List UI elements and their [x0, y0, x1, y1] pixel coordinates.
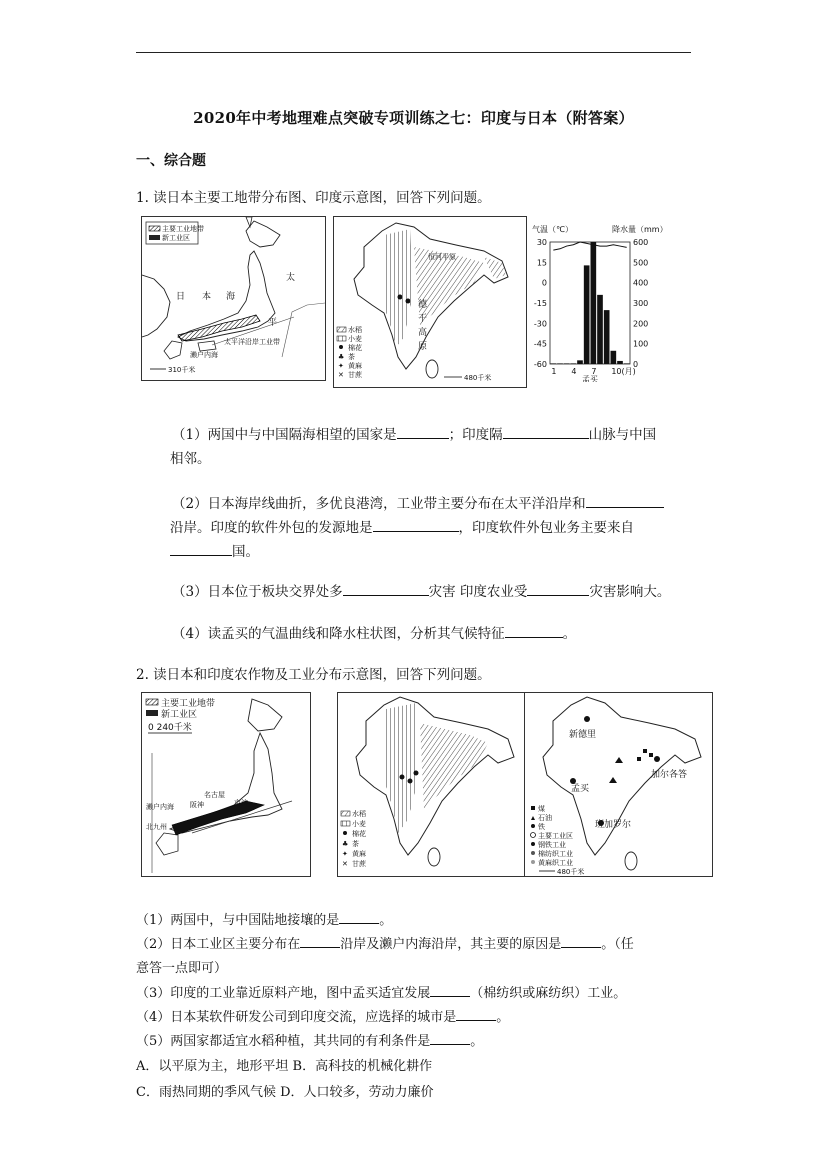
- kyushu-outline: [164, 341, 182, 359]
- svg-text:甘蔗: 甘蔗: [348, 371, 362, 379]
- svg-text:黄麻: 黄麻: [348, 362, 362, 370]
- precip-bar: [571, 363, 577, 364]
- svg-text:♣: ♣: [338, 353, 345, 361]
- page-title: 2020年中考地理难点突破专项训练之七：印度与日本（附答案）: [193, 109, 634, 127]
- precip-tick-label: 600: [633, 238, 649, 247]
- q2-industrial-belt: [172, 801, 264, 835]
- svg-text:钢铁工业: 钢铁工业: [538, 841, 566, 849]
- temp-tick-label: 15: [536, 258, 547, 268]
- temp-tick-label: -60: [533, 360, 547, 369]
- svg-text:✦: ✦: [342, 850, 348, 858]
- precip-bar: [604, 310, 610, 364]
- svg-text:名古屋: 名古屋: [204, 791, 225, 799]
- section-heading: 一、综合题: [136, 153, 206, 169]
- q1-sub4: （4）读孟买的气温曲线和降水柱状图，分析其气候特征 。: [172, 622, 576, 646]
- legend-belt-swatch: [149, 226, 160, 231]
- svg-text:主要工业区: 主要工业区: [538, 832, 573, 840]
- shikoku-outline: [198, 341, 216, 351]
- legend-new-swatch: [149, 235, 160, 240]
- city-new-delhi: 新德里: [569, 730, 597, 740]
- svg-text:棉花: 棉花: [348, 344, 362, 352]
- q2-industry-legend: [531, 804, 574, 867]
- srilanka-outline: [426, 360, 438, 378]
- precip-bar: [624, 363, 630, 364]
- precip-tick-label: 200: [633, 319, 649, 329]
- city-bangalore: 班加罗尔: [595, 820, 632, 830]
- label-hai: 海: [226, 292, 236, 302]
- crop-legend: [337, 325, 363, 379]
- svg-text:480千米: 480千米: [557, 868, 585, 876]
- precip-tick-label: 400: [633, 278, 649, 288]
- q2-india-industry-map: [524, 692, 713, 877]
- blank-q1-3b[interactable]: [527, 581, 589, 596]
- blank-q1-2c[interactable]: [170, 541, 232, 556]
- precip-bar: [591, 242, 597, 364]
- q2-hokkaido: [248, 699, 282, 731]
- q2-sub5: （5）两国家都适宜水稻种植，其共同的有利条件是 。: [136, 1030, 483, 1054]
- q1-sub1: （1）两国中与中国隔海相望的国家是 ；印度隔 山脉与中国: [172, 423, 656, 447]
- precip-bar: [557, 363, 563, 364]
- blank-q1-3a[interactable]: [343, 581, 429, 596]
- q1-sub1-cont: 相邻。: [170, 451, 211, 467]
- mainland-coast: [142, 275, 170, 337]
- svg-text:♣: ♣: [342, 840, 349, 848]
- q1-climate-chart: [530, 222, 680, 382]
- blank-q1-1b[interactable]: [503, 424, 589, 439]
- q2-sub3: （3）印度的工业靠近原料产地，图中孟买适宜发展 （棉纺织或麻纺织）工业。: [136, 982, 626, 1006]
- precip-bar: [551, 363, 557, 364]
- svg-text:黄麻织工业: 黄麻织工业: [538, 859, 573, 867]
- svg-text:阪神: 阪神: [190, 801, 204, 809]
- india-scale: 480千米: [464, 374, 492, 382]
- svg-text:棉纺织工业: 棉纺织工业: [538, 850, 573, 858]
- month-tick-label: 1: [551, 367, 557, 376]
- temperature-line: [553, 242, 626, 250]
- precip-tick-label: 300: [633, 299, 649, 308]
- label-inland-sea: 濑户内海: [190, 351, 218, 359]
- svg-text:濑户内海: 濑户内海: [146, 803, 174, 811]
- city-kolkata: 加尔各答: [651, 770, 688, 780]
- label-de: 德: [418, 300, 428, 310]
- label-coast-belt: 太平洋沿岸工业带: [224, 338, 280, 346]
- q2-legend-new: 新工业区: [161, 710, 198, 720]
- blank-q2-5[interactable]: [430, 1030, 470, 1045]
- svg-text:小麦: 小麦: [352, 820, 366, 828]
- svg-text:水稻: 水稻: [348, 326, 362, 334]
- city-label: 孟买: [582, 375, 598, 382]
- scale-label: 310千米: [168, 366, 196, 374]
- city-mumbai: 孟买: [571, 784, 590, 794]
- svg-text:茶: 茶: [348, 353, 355, 361]
- svg-text:✕: ✕: [338, 371, 344, 379]
- blank-q2-2a[interactable]: [300, 933, 340, 948]
- blank-q2-3[interactable]: [430, 982, 470, 997]
- svg-text:棉花: 棉花: [352, 830, 366, 838]
- label-gan: 干: [418, 314, 428, 324]
- svg-text:煤: 煤: [538, 805, 545, 813]
- q2-stem: 2. 读日本和印度农作物及工业分布示意图，回答下列问题。: [136, 667, 491, 683]
- q1-sub3: （3）日本位于板块交界处多 灾害 印度农业受 灾害影响大。: [172, 580, 670, 604]
- blank-q1-2b[interactable]: [373, 517, 459, 532]
- month-tick-label: 10(月): [611, 367, 636, 376]
- blank-q1-1a[interactable]: [397, 424, 449, 439]
- q2-legend-belt: 主要工业地带: [161, 699, 216, 709]
- svg-text:水稻: 水稻: [352, 810, 366, 818]
- temp-tick-label: -30: [533, 319, 547, 329]
- precip-axis-label: 降水量（mm）: [612, 225, 668, 234]
- svg-text:北九州: 北九州: [146, 823, 167, 831]
- blank-q2-4[interactable]: [456, 1006, 496, 1021]
- precip-bar: [611, 351, 617, 364]
- q2-sub2-cont: 意答一点即可）: [136, 961, 228, 976]
- q2-sub1: （1）两国中，与中国陆地接壤的是 。: [136, 909, 392, 933]
- precip-bar: [584, 265, 590, 364]
- blank-q2-1[interactable]: [339, 909, 379, 924]
- temp-axis-label: 气温（℃）: [532, 225, 573, 234]
- svg-text:甘蔗: 甘蔗: [352, 860, 366, 868]
- label-ping: 平: [268, 318, 278, 328]
- label-tai: 太: [286, 273, 296, 283]
- label-ben: 本: [202, 292, 212, 302]
- q2-sub4: （4）日本某软件研发公司到印度交流，应选择的城市是 。: [136, 1006, 509, 1030]
- month-tick-label: 4: [571, 367, 577, 376]
- legend-belt-label: 主要工业地带: [162, 225, 204, 233]
- label-gao: 高: [418, 328, 428, 338]
- svg-text:黄麻: 黄麻: [352, 850, 366, 858]
- precip-bar: [617, 361, 623, 364]
- hokkaido-outline: [246, 221, 280, 247]
- label-ri: 日: [176, 292, 186, 302]
- svg-text:铁: 铁: [538, 823, 545, 831]
- svg-text:京滨: 京滨: [234, 799, 248, 807]
- q1-sub2: （2）日本海岸线曲折，多优良港湾，工业带主要分布在太平洋沿岸和: [172, 492, 664, 516]
- label-yuan: 原: [418, 342, 428, 352]
- q2-option-ab: A．以平原为主，地形平坦 B．高科技的机械化耕作: [136, 1059, 433, 1074]
- temp-tick-label: 0: [541, 278, 547, 288]
- q2-crop-legend: [341, 809, 367, 868]
- svg-text:茶: 茶: [352, 840, 359, 848]
- month-tick-label: 7: [591, 367, 597, 376]
- blank-q1-2a[interactable]: [586, 493, 664, 508]
- header-rule: [136, 52, 691, 53]
- precip-bar: [564, 363, 570, 364]
- q2-option-cd: C．雨热同期的季风气候 D．人口较多，劳动力廉价: [136, 1085, 434, 1100]
- legend-new-label: 新工业区: [162, 234, 190, 242]
- q1-sub2-cont: 沿岸。印度的软件外包的发源地是 ，印度软件外包业务主要来自: [170, 516, 634, 540]
- svg-text:小麦: 小麦: [348, 335, 362, 343]
- q1-india-map: [333, 216, 527, 388]
- q1-sub2-cont2: 国。: [170, 540, 259, 564]
- label-plain: 恒河平原: [428, 253, 456, 261]
- blank-q1-4[interactable]: [505, 623, 563, 638]
- precip-tick-label: 0: [633, 360, 639, 369]
- svg-text:✕: ✕: [342, 860, 348, 868]
- q1-stem: 1. 读日本主要工地带分布图、印度示意图，回答下列问题。: [136, 190, 491, 206]
- plot-frame: [550, 242, 630, 364]
- q2-scale: 0 240千米: [148, 723, 192, 733]
- q2-india-crops-map: [337, 692, 525, 877]
- svg-text:✦: ✦: [338, 362, 344, 370]
- precip-tick-label: 500: [633, 258, 649, 268]
- temp-tick-label: 30: [536, 238, 547, 247]
- q2-japan-map: [141, 692, 311, 877]
- q1-japan-map: [141, 216, 326, 381]
- precip-bar: [577, 360, 583, 364]
- q2-sub2: （2）日本工业区主要分布在 沿岸及濑户内海沿岸，其主要的原因是 。（任: [136, 933, 634, 957]
- precip-bar: [597, 295, 603, 364]
- temp-tick-label: -45: [533, 339, 547, 349]
- svg-text:石油: 石油: [538, 814, 552, 822]
- temp-tick-label: -15: [533, 299, 547, 308]
- blank-q2-2b[interactable]: [561, 933, 601, 948]
- precip-tick-label: 100: [633, 339, 649, 349]
